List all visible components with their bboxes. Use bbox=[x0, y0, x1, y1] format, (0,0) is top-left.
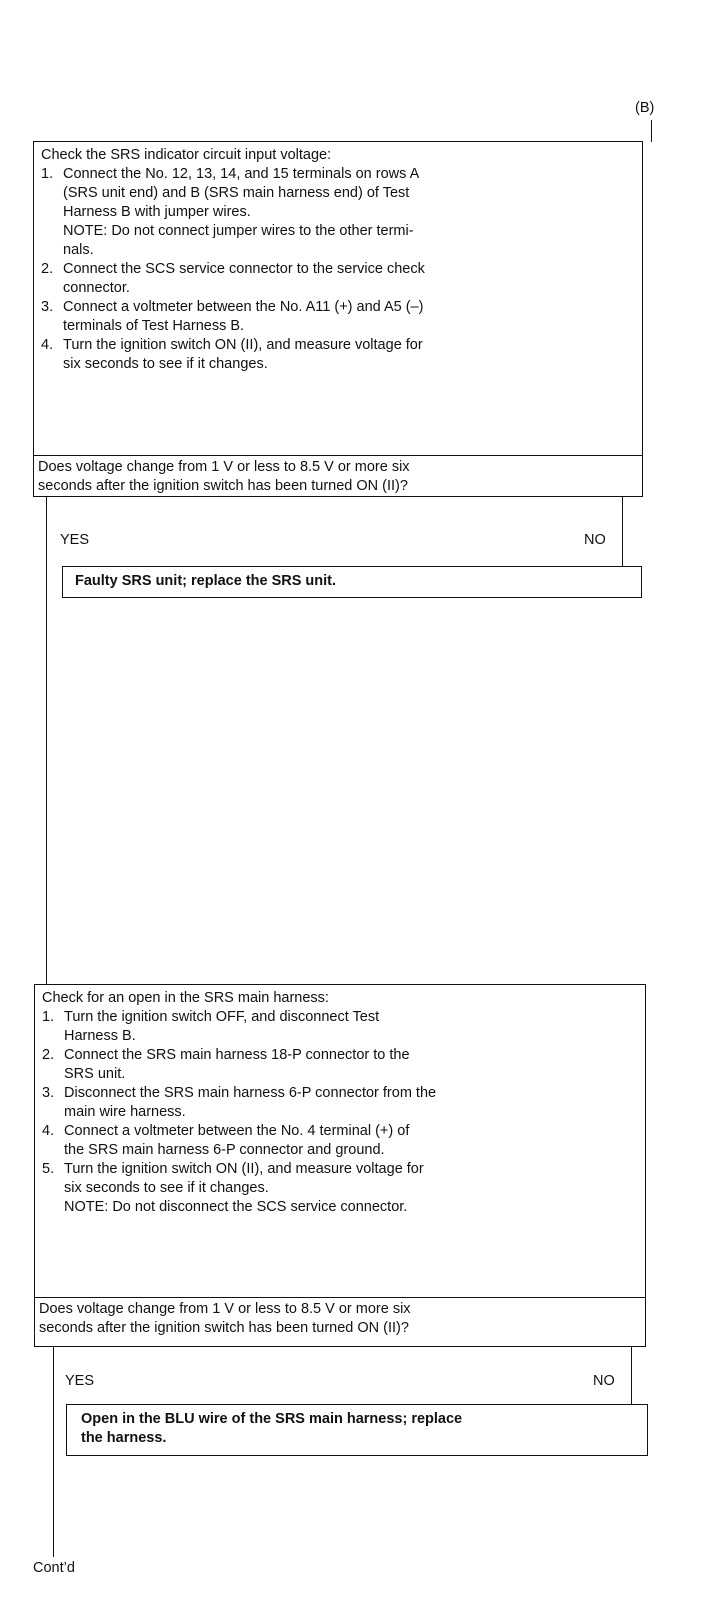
check-open-main-harness-box bbox=[34, 984, 646, 1347]
box2-note: NOTE: Do not disconnect the SCS service connector. bbox=[64, 1199, 408, 1215]
check-indicator-circuit-box bbox=[33, 141, 643, 497]
box2-step-4: 4. Connect a voltmeter between the No. 4 terminal (+) of the SRS main harness 6-P connector and ground. bbox=[42, 1123, 410, 1158]
box1-step-3: 3. Connect a voltmeter between the No. A11 (+) and A5 (–) terminals of Test Harness B. bbox=[41, 299, 424, 334]
no-branch-line-1 bbox=[622, 497, 623, 567]
yes-branch-line-2 bbox=[53, 1347, 54, 1557]
box1-step-1: 1. Connect the No. 12, 13, 14, and 15 terminals on rows A (SRS unit end) and B (SRS main harness end) of Test Harness B with jumper wires. NOTE: Do not connect jumper wires to the other termi- nals. bbox=[41, 165, 632, 260]
no-label-1: NO bbox=[584, 532, 606, 548]
no-label-2: NO bbox=[593, 1373, 615, 1389]
box2-step-1: 1. Turn the ignition switch OFF, and disconnect Test Harness B. bbox=[42, 1009, 380, 1044]
box1-title: Check the SRS indicator circuit input voltage: bbox=[41, 147, 332, 163]
box1-note: NOTE: Do not connect jumper wires to the other termi- bbox=[63, 223, 414, 239]
yes-label-1: YES bbox=[60, 532, 90, 548]
yes-branch-line-1 bbox=[46, 497, 47, 985]
no-branch-line-2 bbox=[631, 1347, 632, 1405]
box2-divider bbox=[35, 1297, 645, 1298]
open-blu-wire-result: Open in the BLU wire of the SRS main harness; replace the harness. bbox=[66, 1404, 648, 1456]
box2-step-2: 2. Connect the SRS main harness 18-P connector to the SRS unit. bbox=[42, 1047, 410, 1082]
entry-label: (B) bbox=[635, 100, 655, 116]
box1-divider bbox=[34, 455, 642, 456]
entry-connector bbox=[651, 120, 652, 142]
box2-step-5: 5. Turn the ignition switch ON (II), and measure voltage for six seconds to see if it changes. NOTE: Do not disconnect the SCS service connector. bbox=[42, 1160, 635, 1217]
yes-label-2: YES bbox=[65, 1373, 95, 1389]
box1-step-4: 4. Turn the ignition switch ON (II), and measure voltage for six seconds to see if it changes. bbox=[41, 337, 423, 372]
box1-question: Does voltage change from 1 V or less to 8.5 V or more six seconds after the ignition switch has been turned ON (II)? bbox=[38, 459, 410, 494]
faulty-srs-unit-result: Faulty SRS unit; replace the SRS unit. bbox=[62, 566, 642, 598]
box2-question: Does voltage change from 1 V or less to 8.5 V or more six seconds after the ignition switch has been turned ON (II)? bbox=[39, 1301, 411, 1336]
box2-title: Check for an open in the SRS main harness: bbox=[42, 990, 329, 1006]
continued-label: Cont’d bbox=[33, 1560, 75, 1576]
box2-step-3: 3. Disconnect the SRS main harness 6-P connector from the main wire harness. bbox=[42, 1085, 437, 1120]
box1-step-2: 2. Connect the SCS service connector to the service check connector. bbox=[41, 261, 425, 296]
